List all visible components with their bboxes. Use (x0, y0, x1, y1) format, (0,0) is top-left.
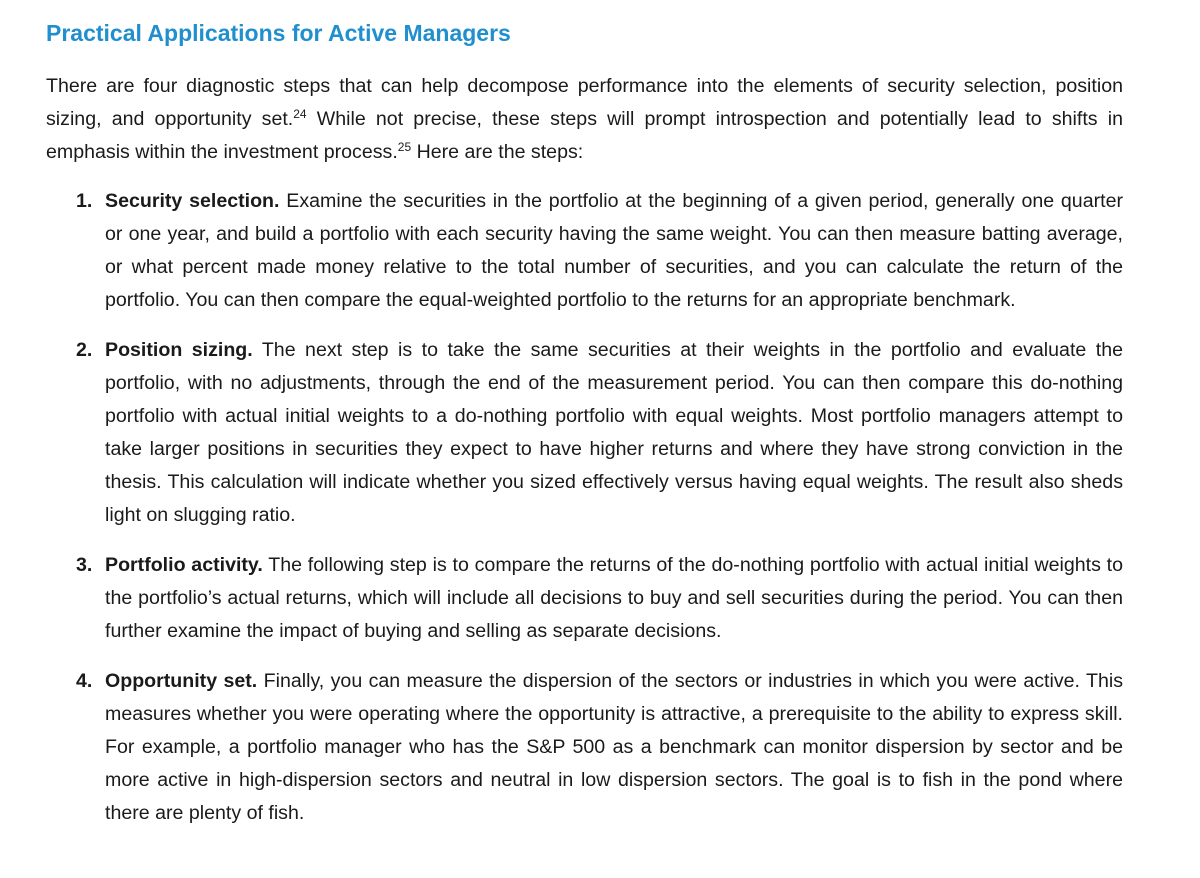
step-title: Portfolio activity. (105, 554, 263, 576)
steps-list (46, 185, 1123, 847)
list-item-opportunity-set (46, 665, 1123, 830)
step-title: Security selection. (105, 190, 280, 212)
footnote-ref-25[interactable]: 25 (397, 140, 412, 154)
step-text (105, 334, 1123, 532)
intro-text-part1: There are four diagnostic steps that can help decompose performance into the elements of security selection, position sizing, and opportunity set. (46, 75, 1123, 130)
step-title: Position sizing. (105, 339, 253, 361)
section-heading: Practical Applications for Active Managers (46, 20, 511, 46)
footnote-ref-24[interactable]: 24 (293, 107, 307, 121)
step-number: 1. (76, 190, 93, 212)
step-text (105, 549, 1123, 648)
list-item-security-selection (46, 185, 1123, 317)
list-item-portfolio-activity (46, 549, 1123, 648)
step-body: Examine the securities in the portfolio at the beginning of a given period, generally one quarter or one year, and build a portfolio with each security having the same weight. You can then measure batting average, or what percent made money relative to the total number of securities, and you can calculate the return of the portfolio. You can then compare the equal-weighted portfolio to the returns for an appropriate benchmark. (105, 190, 1123, 311)
step-number: 4. (76, 670, 93, 692)
step-title: Opportunity set. (105, 670, 258, 692)
list-item-position-sizing (46, 334, 1123, 532)
step-number: 2. (76, 339, 93, 361)
intro-paragraph (46, 70, 1123, 169)
step-body: Finally, you can measure the dispersion of the sectors or industries in which you were active. This measures whether you were operating where the opportunity is attractive, a prerequisite to the ability to express skill. For example, a portfolio manager who has the S&P 500 as a benchmark can monitor dispersion by sector and be more active in high-dispersion sectors and neutral in low dispersion sectors. The goal is to fish in the pond where there are plenty of fish. (105, 670, 1123, 824)
step-body: The following step is to compare the returns of the do-nothing portfolio with actual initial weights to the portfolio’s actual returns, which will include all decisions to buy and sell securities during the period. You can then further examine the impact of buying and selling as separate decisions. (105, 554, 1123, 642)
step-number: 3. (76, 554, 93, 576)
intro-text-part2: While not precise, these steps will prompt introspection and potentially lead to shifts in emphasis within the investment process. (46, 108, 1123, 163)
step-text (105, 665, 1123, 830)
step-body: The next step is to take the same securities at their weights in the portfolio and evaluate the portfolio, with no adjustments, through the end of the measurement period. You can then compare this do-nothing portfolio with actual initial weights to a do-nothing portfolio with equal weights. Most portfolio managers attempt to take larger positions in securities they expect to have higher returns and where they have strong conviction in the thesis. This calculation will indicate whether you sized effectively versus having equal weights. The result also sheds light on slugging ratio. (105, 339, 1123, 526)
intro-text-part3: Here are the steps: (411, 141, 584, 163)
step-text (105, 185, 1123, 317)
